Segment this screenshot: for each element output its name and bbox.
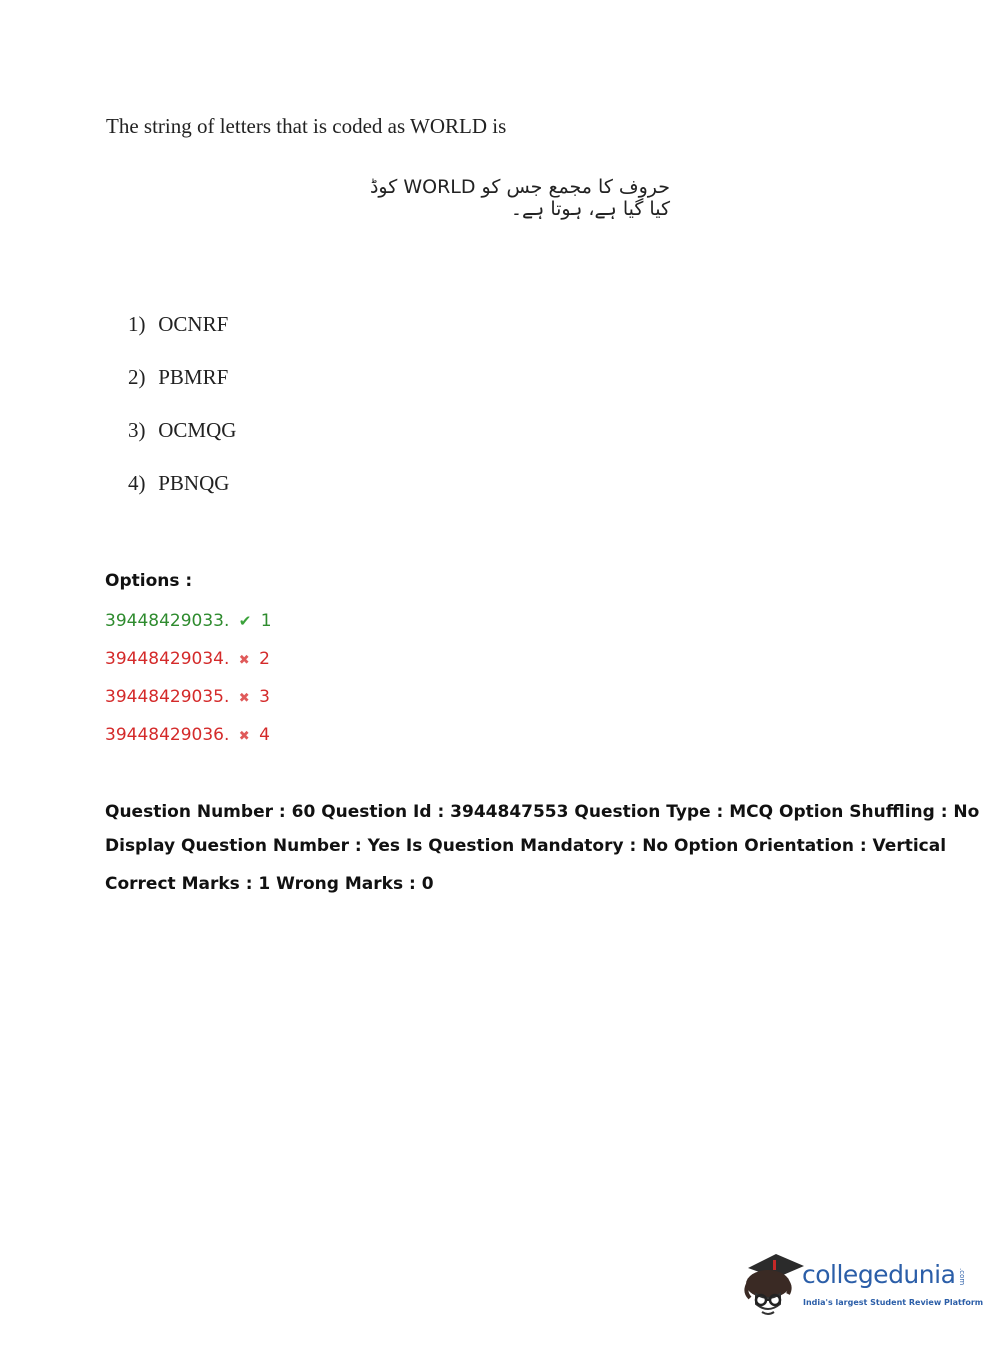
option-row-wrong [105, 723, 272, 761]
choice-number: 4) [128, 471, 146, 495]
cross-icon: ✖ [238, 653, 250, 668]
option-value: 3 [259, 687, 270, 707]
option-value: 4 [259, 725, 270, 745]
choice-number: 1) [128, 312, 146, 336]
option-row-wrong [105, 685, 272, 723]
option-id: 39448429034. [105, 649, 230, 669]
option-id: 39448429035. [105, 687, 230, 707]
choice-text: PBMRF [158, 365, 229, 389]
choice-item [128, 310, 236, 363]
cross-icon: ✖ [238, 691, 250, 706]
option-id: 39448429033. [105, 611, 230, 631]
choice-text: OCNRF [158, 312, 229, 336]
option-value: 1 [260, 611, 272, 631]
question-metadata [105, 800, 979, 906]
question-text-english: The string of letters that is coded as WORLD is [106, 114, 507, 138]
choice-number: 2) [128, 365, 146, 389]
choice-item [128, 416, 236, 469]
choice-item [128, 363, 236, 416]
metadata-line: Correct Marks : 1 Wrong Marks : 0 [105, 874, 434, 894]
choice-number: 3) [128, 418, 146, 442]
metadata-line: Display Question Number : Yes Is Question Mandatory : No Option Orientation : Vertical [105, 836, 947, 856]
answer-choices [128, 310, 236, 522]
logo-suffix: .com [958, 1268, 966, 1286]
option-value: 2 [259, 649, 270, 669]
options-heading: Options : [105, 571, 193, 591]
logo-wordmark: collegedunia [802, 1260, 956, 1289]
options-list [105, 609, 272, 761]
option-row-correct [105, 609, 272, 647]
cross-icon: ✖ [238, 729, 250, 744]
checkmark-icon: ✔ [238, 612, 252, 630]
choice-text: OCMQG [158, 418, 237, 442]
metadata-line: Question Number : 60 Question Id : 3944847553 Question Type : MCQ Option Shuffling : No [105, 802, 980, 822]
choice-item [128, 469, 236, 522]
question-text-urdu: حروف کا مجمع جس کو WORLD کوڈ کیا گیا ہے، ہوتا ہے۔ [369, 176, 670, 220]
option-row-wrong [105, 647, 272, 685]
student-mascot-icon [742, 1250, 804, 1322]
logo-tagline: India's largest Student Review Platform [803, 1298, 984, 1307]
collegedunia-logo [742, 1250, 984, 1322]
choice-text: PBNQG [158, 471, 230, 495]
option-id: 39448429036. [105, 725, 230, 745]
